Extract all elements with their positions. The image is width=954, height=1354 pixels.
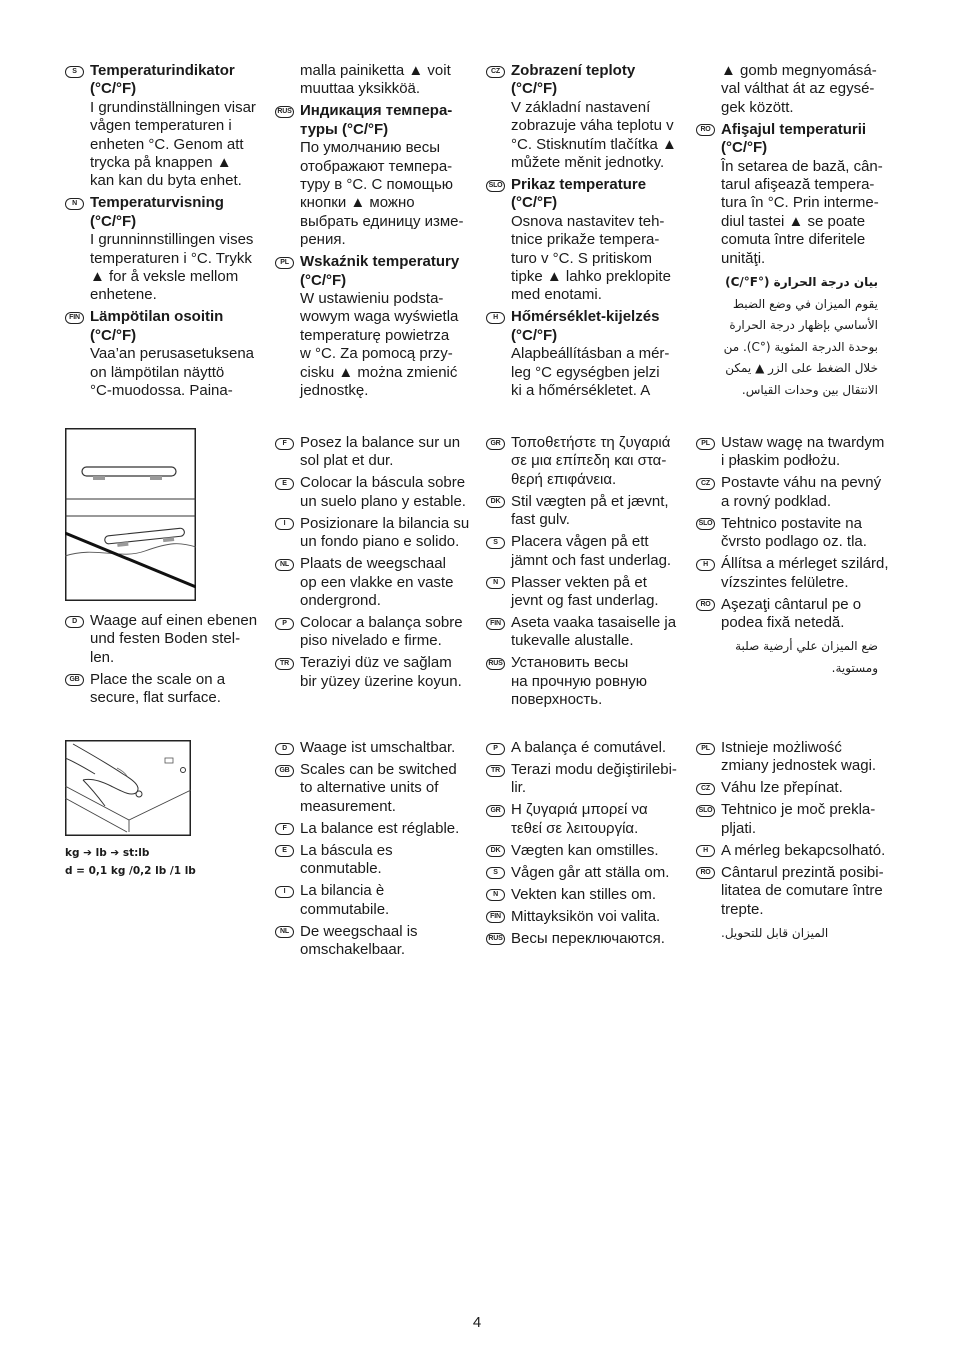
entry-text-line: conmutable.	[300, 860, 382, 878]
entry-cz	[701, 779, 878, 797]
language-badge: FIN	[486, 911, 505, 923]
entry-title-line: Temperaturindikator	[90, 62, 235, 79]
entry-title-line: (°C/°F)	[300, 271, 347, 289]
entry-text-line: θερή επιφάνεια.	[511, 470, 617, 488]
entry-slo	[488, 176, 691, 305]
entry-h	[703, 841, 886, 860]
entry-title-line: Afişajul temperaturii	[721, 120, 867, 138]
entry-title-line: Lämpötilan osoitin	[90, 308, 224, 326]
language-badge: I	[275, 518, 294, 530]
entry-text-line: trycka på knappen ▲	[90, 154, 232, 172]
entry-text-line: čvrsto podlago oz. tla.	[721, 533, 867, 551]
entry-text-line: Τοποθετήστε τη ζυγαριά	[511, 434, 671, 451]
entry-text-line: Váhu lze přepínat.	[721, 779, 843, 797]
language-badge: PL	[696, 743, 715, 755]
entry-text-line: Aşezaţi cântarul pe o	[721, 595, 862, 613]
entry-title-line: Wskaźnik temperatury	[300, 253, 460, 271]
entry-text-line: La báscula es	[300, 841, 393, 859]
language-badge: F	[275, 823, 294, 835]
entry-dk	[490, 492, 691, 530]
entry-text-line: enheten °C. Genom att	[90, 135, 244, 153]
entry-text-line: Stil vægten på et jævnt,	[511, 492, 669, 510]
entry-text-line: tarul afişează tempera-	[721, 176, 875, 194]
entry-cz	[491, 62, 691, 172]
entry-text-line: piso nivelado e firme.	[300, 632, 442, 650]
entry-continued	[721, 62, 878, 117]
entry-text-line: Tehtnico je moč prekla-	[721, 801, 876, 819]
scale-on-flat-surface-figure	[65, 428, 196, 601]
entry-text-line: on lämpötilan näyttö	[90, 363, 225, 381]
entry-p	[282, 614, 480, 651]
entry-n	[493, 573, 691, 611]
entry-text-line: ▲ for å veksle mellom	[90, 268, 239, 286]
entry-text-line: Vaa’an perusasetuksena	[90, 345, 255, 363]
entry-text-line: Waage auf einen ebenen	[90, 612, 258, 629]
entry-i	[283, 882, 480, 919]
entry-continued	[300, 62, 480, 99]
entry-f	[282, 819, 480, 838]
entry-text-line: Установить весы	[511, 654, 629, 672]
entry-text-line: °C-muodossa. Paina-	[90, 382, 233, 400]
column-temperature-3	[488, 62, 691, 401]
entry-nl	[280, 922, 480, 960]
entry-pl	[280, 253, 480, 400]
entry-text-line: commutabile.	[300, 900, 390, 918]
entry-text-line: الأساسي بإظهار درجة الحرارة	[729, 318, 878, 333]
entry-gb	[279, 761, 480, 816]
language-badge: RUS	[486, 658, 505, 670]
entry-text-line: omschakelbaar.	[300, 941, 406, 959]
language-badge: H	[696, 559, 715, 571]
entry-text-line: len.	[90, 648, 115, 666]
entry-text-line: enhetene.	[90, 286, 157, 304]
column-temperature-4	[700, 62, 883, 402]
entry-nl	[280, 555, 480, 610]
entry-text-line: кнопки ▲ можно	[300, 194, 415, 212]
entry-text-line: jevnt og fast underlag.	[511, 592, 659, 610]
entry-slo	[698, 514, 878, 552]
language-badge: RUS	[486, 933, 505, 945]
entry-arabic	[721, 636, 878, 679]
entry-text-line: I grunninnstillingen vises	[90, 231, 254, 249]
entry-text-line: i płaskim podłożu.	[721, 452, 841, 470]
entry-text-line: tukevalle alustalle.	[511, 632, 634, 650]
language-badge: CZ	[696, 478, 715, 490]
entry-fin	[490, 614, 691, 651]
language-badge: E	[275, 478, 294, 490]
entry-text-line: podea fixă netedă.	[721, 614, 845, 632]
entry-text-line: рения.	[300, 231, 346, 249]
entry-text-line: Vægten kan omstilles.	[511, 841, 659, 859]
entry-title-line: (°C/°F)	[90, 80, 137, 98]
entry-text-line: σε μια επίπεδη και στα-	[511, 452, 667, 470]
entry-text-line: turo v °C. S pritiskom	[511, 249, 653, 267]
language-badge: FIN	[65, 312, 84, 324]
language-badge: H	[696, 845, 715, 857]
entry-text-line: und festen Boden stel-	[90, 630, 241, 648]
page-number: 4	[472, 1314, 482, 1331]
entry-text-line: temperaturę powietrza	[300, 326, 450, 344]
entry-text-line: malla painiketta ▲ voit	[300, 62, 451, 79]
entry-text-line: Terazi modu değiştirilebi-	[511, 761, 677, 778]
entry-title-line: (°C/°F)	[90, 212, 137, 230]
entry-title-line: (°C/°F)	[511, 80, 558, 98]
entry-text-line: الانتقال بين وحدات القياس.	[741, 383, 878, 398]
entry-text-line: туру в °C. С помощью	[300, 176, 454, 194]
language-badge: RO	[696, 867, 715, 879]
language-badge: D	[275, 743, 294, 755]
language-badge: SLO	[696, 518, 715, 530]
language-badge: DK	[486, 845, 505, 857]
entry-text-line: V základní nastavení	[511, 98, 651, 116]
entry-text-line: pljati.	[721, 819, 757, 837]
column-temperature-1	[69, 62, 270, 401]
entry-text-line: un suelo plano y estable.	[300, 492, 466, 510]
entry-text-line: zmiany jednostek wagi.	[721, 757, 877, 775]
language-badge: PL	[696, 438, 715, 450]
entry-text-line: Posizionare la bilancia su	[300, 514, 470, 532]
entry-tr	[491, 761, 691, 798]
language-badge: DK	[486, 496, 505, 508]
entry-text-line: measurement.	[300, 797, 396, 815]
entry-text-line: Scales can be switched	[300, 761, 457, 778]
entry-title-line: Hőmérséklet-kijelzés	[511, 308, 660, 326]
entry-text-line: Postavte váhu na pevný	[721, 474, 882, 492]
entry-gr	[490, 801, 691, 838]
entry-d	[72, 612, 270, 667]
entry-title-line: Zobrazení teploty	[511, 62, 636, 79]
language-badge: TR	[486, 765, 505, 777]
entry-text-line: litatea de comutare între	[721, 882, 883, 900]
entry-title-line: (°C/°F)	[511, 326, 558, 344]
language-badge: NL	[275, 559, 294, 571]
entry-text-line: Mittayksikön voi valita.	[511, 907, 661, 925]
entry-text-line: zobrazuje váha teplotu v	[511, 117, 674, 135]
entry-text-line: Waage ist umschaltbar.	[300, 739, 456, 756]
language-badge: N	[65, 198, 84, 210]
entry-text-line: يقوم الميزان في وضع الضبط	[732, 296, 878, 311]
entry-text-line: отображают темпера-	[300, 157, 453, 175]
entry-text-line: °C. Stisknutím tlačítka ▲	[511, 135, 677, 153]
entry-text-line: a rovný podklad.	[721, 492, 832, 510]
entry-title-line: туры (°C/°F)	[300, 120, 389, 138]
language-badge: E	[275, 845, 294, 857]
entry-text-line: fast gulv.	[511, 511, 570, 529]
entry-text-line: τεθεί σε λειτουργία.	[511, 819, 639, 837]
entry-arabic	[721, 272, 878, 402]
entry-text-line: Alapbeállításban a mér-	[511, 345, 670, 363]
entry-text-line: Cântarul prezintă posibi-	[721, 863, 884, 881]
language-badge: GR	[486, 805, 505, 817]
entry-text-line: jednostkę.	[300, 382, 369, 400]
entry-n	[493, 885, 691, 904]
entry-text-line: cisku ▲ można zmienić	[300, 363, 458, 381]
entry-text-line: gek között.	[721, 98, 794, 116]
hand-pressing-button-figure	[65, 740, 191, 836]
entry-text-line: wowym waga wyświetla	[300, 308, 459, 326]
entry-ro	[700, 120, 883, 268]
entry-text-line: val válthat át az egysé-	[721, 80, 875, 98]
entry-text-line: tipke ▲ lahko preklopite	[511, 268, 671, 286]
entry-e	[282, 474, 480, 511]
language-badge: CZ	[696, 783, 715, 795]
entry-text-line: Tehtnico postavite na	[721, 514, 862, 532]
entry-text-line: الميزان قابل للتحويل.	[721, 926, 829, 941]
column-placement-3	[488, 434, 691, 710]
entry-text-line: tnice prikaže tempera-	[511, 231, 660, 249]
entry-rus	[277, 102, 480, 249]
entry-text-line: A mérleg bekapcsolható.	[721, 841, 886, 859]
entry-text-line: خلال الضغط على الزر ▲ يمكن	[725, 361, 878, 376]
language-badge: TR	[275, 658, 294, 670]
entry-text-line: на прочную ровную	[511, 672, 647, 690]
language-badge: N	[486, 577, 505, 589]
language-badge: CZ	[486, 66, 505, 78]
entry-title-line: Temperaturvisning	[90, 194, 224, 212]
entry-ro	[700, 863, 884, 919]
entry-text-line: lir.	[511, 779, 526, 797]
language-badge: P	[275, 618, 294, 630]
language-badge: RUS	[275, 106, 294, 118]
entry-gb	[69, 670, 270, 708]
unit-switch-caption	[65, 844, 196, 880]
column-placement-1	[69, 612, 270, 708]
language-badge: SLO	[486, 180, 505, 192]
entry-text-line: ▲ gomb megnyomásá-	[721, 62, 877, 79]
entry-title-line: (°C/°F)	[90, 326, 137, 344]
entry-title-line: Prikaz temperature	[511, 176, 647, 194]
entry-cz	[701, 474, 882, 511]
entry-text-line: ضع الميزان علي أرضية صلبة	[735, 639, 878, 654]
entry-title-line: (°C/°F)	[511, 194, 558, 212]
entry-d	[282, 739, 480, 757]
entry-text-line: secure, flat surface.	[90, 689, 221, 707]
entry-text-line: A balança é comutável.	[511, 739, 667, 756]
unit-sequence: kg ➔ lb ➔ st:lb	[65, 847, 150, 859]
entry-text-line: Plasser vekten på et	[511, 573, 647, 591]
entry-slo	[698, 801, 878, 838]
entry-text-line: ondergrond.	[300, 592, 381, 610]
graduation-values: d = 0,1 kg /0,2 lb /1 lb	[65, 865, 196, 877]
language-badge: GB	[275, 765, 294, 777]
entry-fin	[490, 907, 691, 926]
entry-text-line: Osnova nastavitev teh-	[511, 212, 665, 230]
language-badge: H	[486, 312, 505, 324]
entry-text-line: bir yüzey üzerine koyun.	[300, 672, 462, 690]
entry-text-line: vízszintes felületre.	[721, 573, 849, 591]
entry-dk	[490, 841, 691, 860]
entry-text-line: Colocar a balança sobre	[300, 614, 463, 632]
language-badge: FIN	[486, 618, 505, 630]
entry-pl	[701, 434, 885, 471]
entry-text-line: La bilancia è	[300, 882, 385, 900]
entry-text-line: În setarea de bază, cân-	[721, 157, 883, 175]
entry-fin	[69, 308, 270, 400]
entry-arabic	[721, 923, 878, 945]
entry-text-line: Aseta vaaka tasaiselle ja	[511, 614, 677, 632]
language-badge: S	[486, 537, 505, 549]
entry-text-line: můžete měnit jednotky.	[511, 154, 665, 172]
entry-text-line: vågen temperaturen i	[90, 117, 232, 135]
language-badge: GB	[65, 674, 84, 686]
language-badge: NL	[275, 926, 294, 938]
entry-text-line: jämnt och fast underlag.	[511, 551, 672, 569]
entry-ro	[700, 595, 878, 633]
entry-h	[703, 555, 889, 592]
language-badge: F	[275, 438, 294, 450]
entry-text-line: Istnieje możliwość	[721, 739, 842, 756]
column-temperature-2	[277, 62, 480, 401]
language-badge: SLO	[696, 805, 715, 817]
entry-text-line: Ustaw wagę na twardym	[721, 434, 885, 451]
language-badge: RO	[696, 599, 715, 611]
entry-tr	[280, 654, 480, 691]
entry-text-line: Весы переключаются.	[511, 929, 665, 947]
entry-title-line: Индикация темпера-	[300, 102, 453, 120]
entry-s	[493, 863, 691, 882]
entry-text-line: w °C. Za pomocą przy-	[300, 345, 453, 363]
entry-text-line: Vågen går att ställa om.	[511, 863, 670, 881]
entry-text-line: выбрать единицу изме-	[300, 212, 464, 230]
language-badge: RO	[696, 124, 715, 136]
entry-pl	[701, 739, 878, 776]
entry-s	[72, 62, 270, 191]
entry-text-line: De weegschaal is	[300, 922, 418, 940]
entry-text-line: kan kan du byta enhet.	[90, 172, 242, 190]
entry-gr	[490, 434, 691, 489]
column-placement-2	[280, 434, 480, 691]
entry-text-line: diul tastei ▲ se poate	[721, 212, 866, 230]
entry-rus	[488, 654, 691, 709]
entry-text-line: comuta între diferitele	[721, 231, 866, 249]
entry-text-line: Η ζυγαριά μπορεί να	[511, 801, 648, 819]
entry-text-line: W ustawieniu podsta-	[300, 290, 444, 308]
entry-f	[282, 434, 480, 471]
entry-text-line: muuttaa yksikköä.	[300, 80, 421, 98]
entry-rus	[488, 929, 691, 948]
language-badge: D	[65, 616, 84, 628]
entry-p	[493, 739, 691, 757]
entry-e	[282, 841, 480, 879]
language-badge: N	[486, 889, 505, 901]
column-switch-3	[488, 739, 691, 948]
entry-text-line: trepte.	[721, 900, 764, 918]
column-switch-4	[698, 739, 886, 945]
entry-title-line: بيان درجة الحرارة (°C/°F)	[725, 275, 878, 290]
entry-text-line: op een vlakke en vaste	[300, 573, 454, 591]
entry-text-line: leg °C egységben jelzi	[511, 363, 660, 381]
entry-text-line: tura în °C. Prin interme-	[721, 194, 879, 212]
language-badge: PL	[275, 257, 294, 269]
entry-text-line: Placera vågen på ett	[511, 533, 649, 551]
column-switch-2	[279, 739, 480, 959]
entry-text-line: Colocar la báscula sobre	[300, 474, 466, 492]
entry-text-line: Teraziyi düz ve sağlam	[300, 654, 452, 672]
entry-text-line: По умолчанию весы	[300, 139, 441, 157]
entry-text-line: med enotami.	[511, 286, 602, 304]
entry-text-line: temperaturen i °C. Trykk	[90, 249, 252, 267]
entry-text-line: Plaats de weegschaal	[300, 555, 446, 573]
entry-text-line: to alternative units of	[300, 779, 439, 797]
entry-h	[493, 308, 691, 400]
entry-text-line: Place the scale on a	[90, 670, 226, 688]
entry-text-line: поверхность.	[511, 691, 603, 709]
entry-text-line: La balance est réglable.	[300, 819, 460, 837]
entry-text-line: Vekten kan stilles om.	[511, 885, 657, 903]
column-placement-4	[698, 434, 889, 680]
language-badge: P	[486, 743, 505, 755]
language-badge: S	[65, 66, 84, 78]
entry-s	[493, 533, 691, 570]
entry-text-line: unităţi.	[721, 249, 766, 267]
entry-text-line: un fondo piano e solido.	[300, 533, 460, 551]
entry-text-line: ومستوية.	[831, 661, 878, 676]
language-badge: I	[275, 886, 294, 898]
entry-text-line: Posez la balance sur un	[300, 434, 461, 451]
entry-text-line: بوحدة الدرجة المئوية (°C). من	[723, 339, 878, 354]
entry-n	[72, 194, 270, 304]
language-badge: GR	[486, 438, 505, 450]
entry-text-line: ki a hőmérsékletet. A	[511, 382, 651, 400]
entry-text-line: Állítsa a mérleget szilárd,	[721, 555, 889, 573]
entry-title-line: (°C/°F)	[721, 139, 768, 157]
entry-text-line: I grundinställningen visar	[90, 98, 256, 116]
language-badge: S	[486, 867, 505, 879]
entry-text-line: sol plat et dur.	[300, 452, 394, 470]
entry-i	[283, 514, 480, 552]
